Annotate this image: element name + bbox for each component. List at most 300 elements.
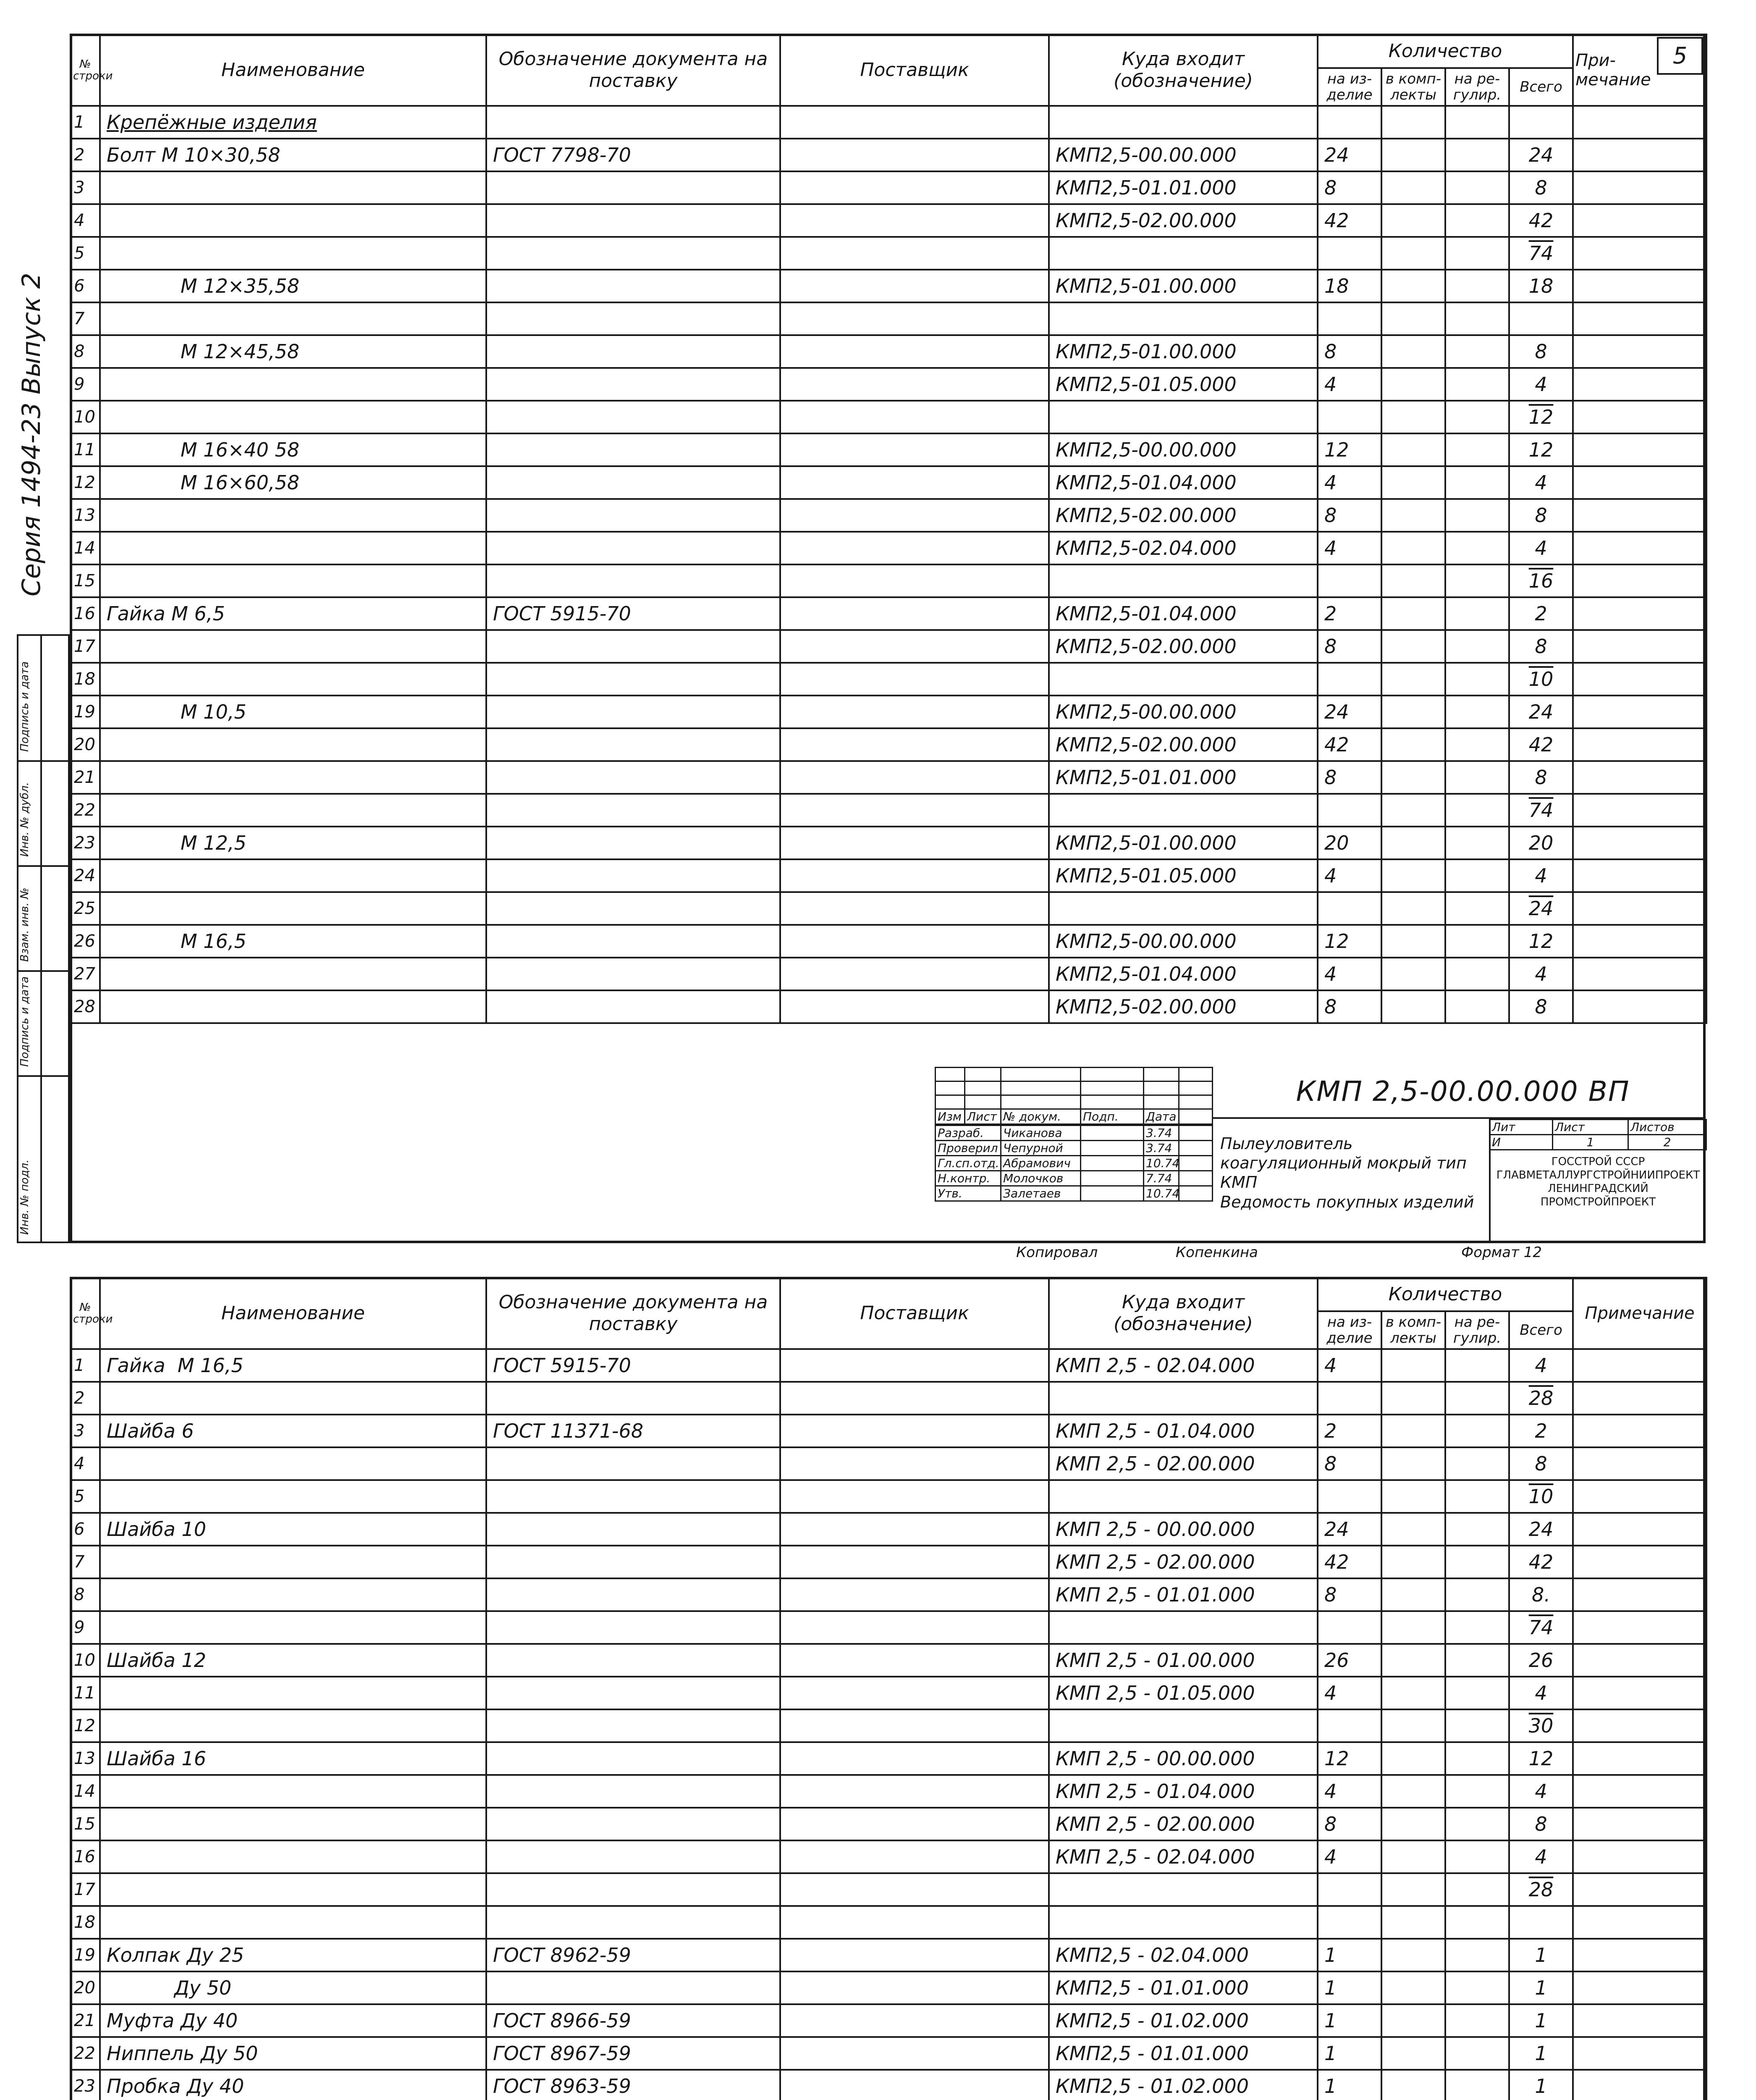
row-number: 5 xyxy=(71,237,100,270)
item-note xyxy=(1573,237,1706,270)
item-where: КМП2,5-01.01.000 xyxy=(1049,761,1318,794)
item-where xyxy=(1049,106,1318,139)
stamp-signature xyxy=(1081,1156,1144,1171)
qty-item: 1 xyxy=(1318,1939,1381,1971)
col-qty-reg: на ре-гулир. xyxy=(1445,68,1509,106)
side-label-sign-date-1: Подпись и дата xyxy=(18,661,31,752)
item-name xyxy=(100,1873,486,1906)
col-qty-sets: в комп-лекты xyxy=(1381,68,1445,106)
item-doc xyxy=(486,794,780,827)
row-number: 2 xyxy=(71,1382,100,1415)
qty-reg xyxy=(1445,827,1509,859)
item-doc: ГОСТ 8967-59 xyxy=(486,2037,780,2070)
qty-item xyxy=(1318,564,1381,597)
qty-sets xyxy=(1381,1578,1445,1611)
qty-reg xyxy=(1445,761,1509,794)
stamp-person: Чиканова xyxy=(1001,1126,1081,1141)
item-supplier xyxy=(780,237,1049,270)
item-where: КМП2,5-00.00.000 xyxy=(1049,696,1318,728)
qty-item: 42 xyxy=(1318,1546,1381,1578)
qty-sets xyxy=(1381,1447,1445,1480)
table-row xyxy=(71,1840,1706,1873)
item-note xyxy=(1573,696,1706,728)
item-note xyxy=(1573,663,1706,696)
item-supplier xyxy=(780,990,1049,1023)
stamp-role: Н.контр. xyxy=(936,1171,1001,1186)
item-name xyxy=(100,499,486,532)
item-note xyxy=(1573,925,1706,958)
col-doc-2: Обозначение документа на поставку xyxy=(486,1278,780,1349)
qty-total: 2 xyxy=(1509,1415,1573,1447)
qty-total: 8 xyxy=(1509,499,1573,532)
qty-reg xyxy=(1445,728,1509,761)
qty-sets xyxy=(1381,532,1445,564)
qty-item: 8 xyxy=(1318,499,1381,532)
col-row-no-2: № строки xyxy=(71,1278,100,1349)
qty-sets xyxy=(1381,1480,1445,1513)
qty-reg xyxy=(1445,106,1509,139)
item-where xyxy=(1049,892,1318,925)
item-where: КМП2,5-01.00.000 xyxy=(1049,827,1318,859)
table-row xyxy=(71,728,1706,761)
qty-sets xyxy=(1381,1513,1445,1546)
qty-reg xyxy=(1445,1513,1509,1546)
stamp-1-grid xyxy=(935,1067,1213,1125)
row-number: 6 xyxy=(71,1513,100,1546)
item-supplier xyxy=(780,433,1049,466)
item-supplier xyxy=(780,532,1049,564)
item-note xyxy=(1573,1513,1706,1546)
item-doc xyxy=(486,1971,780,2004)
qty-total: 74 xyxy=(1509,1611,1573,1644)
qty-total: 30 xyxy=(1509,1709,1573,1742)
table-row xyxy=(71,204,1706,237)
stamp-person: Молочков xyxy=(1001,1171,1081,1186)
item-note xyxy=(1573,1939,1706,1971)
qty-total: 1 xyxy=(1509,2070,1573,2100)
table-row xyxy=(71,1349,1706,1382)
item-supplier xyxy=(780,1742,1049,1775)
qty-reg xyxy=(1445,1742,1509,1775)
item-doc: ГОСТ 11371-68 xyxy=(486,1415,780,1447)
item-supplier xyxy=(780,1808,1049,1840)
item-where xyxy=(1049,663,1318,696)
qty-total: 4 xyxy=(1509,532,1573,564)
stamp-person: Залетаев xyxy=(1001,1186,1081,1201)
table-row xyxy=(71,335,1706,368)
row-number: 21 xyxy=(71,761,100,794)
qty-item: 4 xyxy=(1318,958,1381,990)
qty-reg xyxy=(1445,794,1509,827)
qty-reg xyxy=(1445,499,1509,532)
item-doc xyxy=(486,368,780,401)
item-note xyxy=(1573,2037,1706,2070)
stamp-signature xyxy=(1081,1186,1144,1201)
item-note xyxy=(1573,1677,1706,1709)
qty-total: 42 xyxy=(1509,204,1573,237)
item-name xyxy=(100,1677,486,1709)
col-supplier-2: Поставщик xyxy=(780,1278,1049,1349)
side-label-replaced-inv: Взам. инв. № xyxy=(18,887,31,962)
row-number: 5 xyxy=(71,1480,100,1513)
item-name xyxy=(100,1382,486,1415)
qty-item xyxy=(1318,1382,1381,1415)
sheet-1-table xyxy=(70,34,1707,1024)
qty-total: 74 xyxy=(1509,237,1573,270)
qty-item: 26 xyxy=(1318,1644,1381,1677)
qty-sets xyxy=(1381,433,1445,466)
item-note xyxy=(1573,433,1706,466)
qty-item: 42 xyxy=(1318,204,1381,237)
qty-reg xyxy=(1445,237,1509,270)
qty-total xyxy=(1509,106,1573,139)
table-row xyxy=(71,2004,1706,2037)
qty-sets xyxy=(1381,1349,1445,1382)
item-doc xyxy=(486,630,780,663)
item-name xyxy=(100,1611,486,1644)
item-doc xyxy=(486,335,780,368)
qty-item: 42 xyxy=(1318,728,1381,761)
row-number: 23 xyxy=(71,2070,100,2100)
col-where-2: Куда входит (обозначение) xyxy=(1049,1278,1318,1349)
item-note xyxy=(1573,958,1706,990)
item-doc xyxy=(486,204,780,237)
col-qty-sets-2: в комп-лекты xyxy=(1381,1311,1445,1349)
item-doc xyxy=(486,1578,780,1611)
item-note xyxy=(1573,1775,1706,1808)
qty-reg xyxy=(1445,1677,1509,1709)
item-note xyxy=(1573,106,1706,139)
item-where: КМП2,5-01.00.000 xyxy=(1049,270,1318,302)
row-number: 10 xyxy=(71,1644,100,1677)
table-row xyxy=(71,106,1706,139)
item-doc xyxy=(486,696,780,728)
qty-sets xyxy=(1381,1873,1445,1906)
qty-sets xyxy=(1381,2037,1445,2070)
item-where: КМП 2,5 - 01.00.000 xyxy=(1049,1644,1318,1677)
qty-total: 4 xyxy=(1509,1677,1573,1709)
item-note xyxy=(1573,761,1706,794)
qty-total: 1 xyxy=(1509,1939,1573,1971)
qty-item xyxy=(1318,892,1381,925)
qty-sets xyxy=(1381,1906,1445,1939)
item-doc: ГОСТ 5915-70 xyxy=(486,1349,780,1382)
col-qty-item-2: на из-делие xyxy=(1318,1311,1381,1349)
qty-sets xyxy=(1381,1546,1445,1578)
qty-sets xyxy=(1381,1840,1445,1873)
stamp-1-lit-label: Лит xyxy=(1490,1120,1553,1135)
stamp-blank xyxy=(1179,1126,1213,1141)
qty-total xyxy=(1509,302,1573,335)
qty-sets xyxy=(1381,859,1445,892)
item-note xyxy=(1573,1382,1706,1415)
item-doc xyxy=(486,1906,780,1939)
qty-total: 8 xyxy=(1509,171,1573,204)
item-where xyxy=(1049,794,1318,827)
item-where: КМП2,5-01.05.000 xyxy=(1049,859,1318,892)
item-name xyxy=(100,728,486,761)
table-row xyxy=(71,466,1706,499)
stamp-date: 10.74 xyxy=(1144,1186,1179,1201)
qty-total: 24 xyxy=(1509,139,1573,171)
stamp-1-sheets xyxy=(1489,1119,1707,1150)
item-where xyxy=(1049,1382,1318,1415)
row-number: 17 xyxy=(71,630,100,663)
qty-reg xyxy=(1445,564,1509,597)
item-note xyxy=(1573,827,1706,859)
qty-reg xyxy=(1445,1611,1509,1644)
qty-sets xyxy=(1381,827,1445,859)
stamp-person: Абрамович xyxy=(1001,1156,1081,1171)
item-supplier xyxy=(780,696,1049,728)
qty-item: 8 xyxy=(1318,1808,1381,1840)
qty-reg xyxy=(1445,1709,1509,1742)
table-row xyxy=(71,1447,1706,1480)
item-where xyxy=(1049,1873,1318,1906)
item-name: Шайба 12 xyxy=(100,1644,486,1677)
row-number: 28 xyxy=(71,990,100,1023)
item-name: Шайба 16 xyxy=(100,1742,486,1775)
item-name xyxy=(100,761,486,794)
item-doc xyxy=(486,1808,780,1840)
item-doc xyxy=(486,433,780,466)
col-qty: Количество xyxy=(1318,34,1573,68)
qty-reg xyxy=(1445,1808,1509,1840)
item-where: КМП 2,5 - 01.01.000 xyxy=(1049,1578,1318,1611)
item-note xyxy=(1573,728,1706,761)
qty-reg xyxy=(1445,1480,1509,1513)
item-supplier xyxy=(780,106,1049,139)
item-supplier xyxy=(780,270,1049,302)
qty-sets xyxy=(1381,564,1445,597)
qty-reg xyxy=(1445,597,1509,630)
stamp-signature xyxy=(1081,1126,1144,1141)
qty-total: 24 xyxy=(1509,892,1573,925)
copied-by-1: Копенкина xyxy=(1176,1244,1258,1261)
item-name xyxy=(100,532,486,564)
qty-total: 24 xyxy=(1509,696,1573,728)
item-doc xyxy=(486,1775,780,1808)
item-note xyxy=(1573,1906,1706,1939)
item-supplier xyxy=(780,499,1049,532)
qty-sets xyxy=(1381,696,1445,728)
item-name: Колпак Ду 25 xyxy=(100,1939,486,1971)
qty-item: 1 xyxy=(1318,2070,1381,2100)
qty-total: 1 xyxy=(1509,2037,1573,2070)
qty-item xyxy=(1318,302,1381,335)
table-row xyxy=(71,2070,1706,2100)
qty-reg xyxy=(1445,532,1509,564)
qty-sets xyxy=(1381,925,1445,958)
qty-sets xyxy=(1381,958,1445,990)
row-number: 23 xyxy=(71,827,100,859)
item-supplier xyxy=(780,1349,1049,1382)
qty-reg xyxy=(1445,663,1509,696)
table-row xyxy=(71,1611,1706,1644)
item-note xyxy=(1573,794,1706,827)
item-where: КМП2,5-02.00.000 xyxy=(1049,630,1318,663)
item-supplier xyxy=(780,761,1049,794)
qty-sets xyxy=(1381,466,1445,499)
item-name xyxy=(100,1480,486,1513)
row-number: 10 xyxy=(71,401,100,433)
qty-sets xyxy=(1381,892,1445,925)
item-note xyxy=(1573,1644,1706,1677)
qty-reg xyxy=(1445,892,1509,925)
item-note xyxy=(1573,1349,1706,1382)
item-doc xyxy=(486,990,780,1023)
row-number: 22 xyxy=(71,2037,100,2070)
row-number: 4 xyxy=(71,204,100,237)
item-supplier xyxy=(780,1939,1049,1971)
table-row xyxy=(71,237,1706,270)
table-row xyxy=(71,1578,1706,1611)
table-row xyxy=(71,532,1706,564)
qty-total: 8 xyxy=(1509,990,1573,1023)
item-where: КМП 2,5 - 02.00.000 xyxy=(1049,1808,1318,1840)
qty-reg xyxy=(1445,433,1509,466)
item-name xyxy=(100,958,486,990)
item-name xyxy=(100,630,486,663)
stamp-role: Утв. xyxy=(936,1186,1001,1201)
item-doc: ГОСТ 8963-59 xyxy=(486,2070,780,2100)
qty-reg xyxy=(1445,270,1509,302)
item-name: Муфта Ду 40 xyxy=(100,2004,486,2037)
item-name xyxy=(100,171,486,204)
item-where: КМП 2,5 - 01.04.000 xyxy=(1049,1775,1318,1808)
item-supplier xyxy=(780,368,1049,401)
item-supplier xyxy=(780,1578,1049,1611)
qty-reg xyxy=(1445,2070,1509,2100)
qty-item xyxy=(1318,1611,1381,1644)
row-number: 8 xyxy=(71,335,100,368)
col-qty-item: на из-делие xyxy=(1318,68,1381,106)
qty-total: 42 xyxy=(1509,1546,1573,1578)
qty-reg xyxy=(1445,1447,1509,1480)
stamp-role-row xyxy=(936,1171,1213,1186)
item-name xyxy=(100,1578,486,1611)
row-number: 9 xyxy=(71,368,100,401)
item-name xyxy=(100,368,486,401)
format-1: Формат 12 xyxy=(1461,1244,1542,1261)
stamp-role: Разраб. xyxy=(936,1126,1001,1141)
item-doc xyxy=(486,1611,780,1644)
table-row xyxy=(71,630,1706,663)
qty-reg xyxy=(1445,1775,1509,1808)
qty-item: 4 xyxy=(1318,466,1381,499)
item-where: КМП2,5-00.00.000 xyxy=(1049,139,1318,171)
qty-sets xyxy=(1381,139,1445,171)
stamp-col-doc: № докум. xyxy=(1001,1109,1081,1124)
stamp-role-row xyxy=(936,1186,1213,1201)
item-where: КМП 2,5 - 00.00.000 xyxy=(1049,1742,1318,1775)
col-qty-total: Всего xyxy=(1509,68,1573,106)
row-number: 8 xyxy=(71,1578,100,1611)
item-name xyxy=(100,1906,486,1939)
item-note xyxy=(1573,302,1706,335)
stamp-signature xyxy=(1081,1171,1144,1186)
table-row xyxy=(71,1939,1706,1971)
item-where xyxy=(1049,302,1318,335)
qty-total xyxy=(1509,1906,1573,1939)
item-note xyxy=(1573,990,1706,1023)
row-number: 13 xyxy=(71,1742,100,1775)
qty-item: 8 xyxy=(1318,171,1381,204)
stamp-blank xyxy=(1179,1171,1213,1186)
item-supplier xyxy=(780,728,1049,761)
table-row xyxy=(71,859,1706,892)
item-where: КМП2,5 - 01.02.000 xyxy=(1049,2004,1318,2037)
item-note xyxy=(1573,401,1706,433)
stamp-role: Проверил xyxy=(936,1141,1001,1156)
item-supplier xyxy=(780,171,1049,204)
qty-reg xyxy=(1445,1415,1509,1447)
item-where xyxy=(1049,237,1318,270)
row-number: 11 xyxy=(71,1677,100,1709)
qty-reg xyxy=(1445,1971,1509,2004)
stamp-1-code: КМП 2,5-00.00.000 ВП xyxy=(1296,1075,1630,1108)
qty-reg xyxy=(1445,1939,1509,1971)
qty-item: 4 xyxy=(1318,1677,1381,1709)
side-label-sign-date-2: Подпись и дата xyxy=(18,976,31,1067)
item-note xyxy=(1573,270,1706,302)
table-row xyxy=(71,1808,1706,1840)
table-row xyxy=(71,1546,1706,1578)
item-note xyxy=(1573,630,1706,663)
qty-total: 26 xyxy=(1509,1644,1573,1677)
row-number: 19 xyxy=(71,696,100,728)
row-number: 4 xyxy=(71,1447,100,1480)
item-supplier xyxy=(780,1906,1049,1939)
qty-item xyxy=(1318,401,1381,433)
table-row xyxy=(71,302,1706,335)
item-name: Шайба 10 xyxy=(100,1513,486,1546)
col-name-2: Наименование xyxy=(100,1278,486,1349)
table-row xyxy=(71,564,1706,597)
item-where: КМП2,5 - 01.02.000 xyxy=(1049,2070,1318,2100)
qty-reg xyxy=(1445,139,1509,171)
item-doc xyxy=(486,761,780,794)
qty-item xyxy=(1318,237,1381,270)
stamp-role-row xyxy=(936,1126,1213,1141)
qty-reg xyxy=(1445,204,1509,237)
qty-item: 24 xyxy=(1318,696,1381,728)
item-where: КМП2,5-00.00.000 xyxy=(1049,433,1318,466)
item-note xyxy=(1573,532,1706,564)
item-supplier xyxy=(780,2070,1049,2100)
item-where xyxy=(1049,1611,1318,1644)
qty-sets xyxy=(1381,761,1445,794)
item-note xyxy=(1573,335,1706,368)
item-name xyxy=(100,1775,486,1808)
item-where: КМП 2,5 - 02.04.000 xyxy=(1049,1840,1318,1873)
table-row xyxy=(71,794,1706,827)
stamp-date: 7.74 xyxy=(1144,1171,1179,1186)
item-name xyxy=(100,990,486,1023)
qty-item: 12 xyxy=(1318,433,1381,466)
stamp-1-doc-title: Ведомость покупных изделий xyxy=(1220,1193,1474,1211)
row-number: 3 xyxy=(71,171,100,204)
item-supplier xyxy=(780,1873,1049,1906)
row-number: 22 xyxy=(71,794,100,827)
stamp-blank xyxy=(1179,1186,1213,1201)
qty-total: 4 xyxy=(1509,1349,1573,1382)
row-number: 1 xyxy=(71,1349,100,1382)
row-number: 25 xyxy=(71,892,100,925)
item-name: Шайба 6 xyxy=(100,1415,486,1447)
item-doc xyxy=(486,532,780,564)
qty-sets xyxy=(1381,2070,1445,2100)
